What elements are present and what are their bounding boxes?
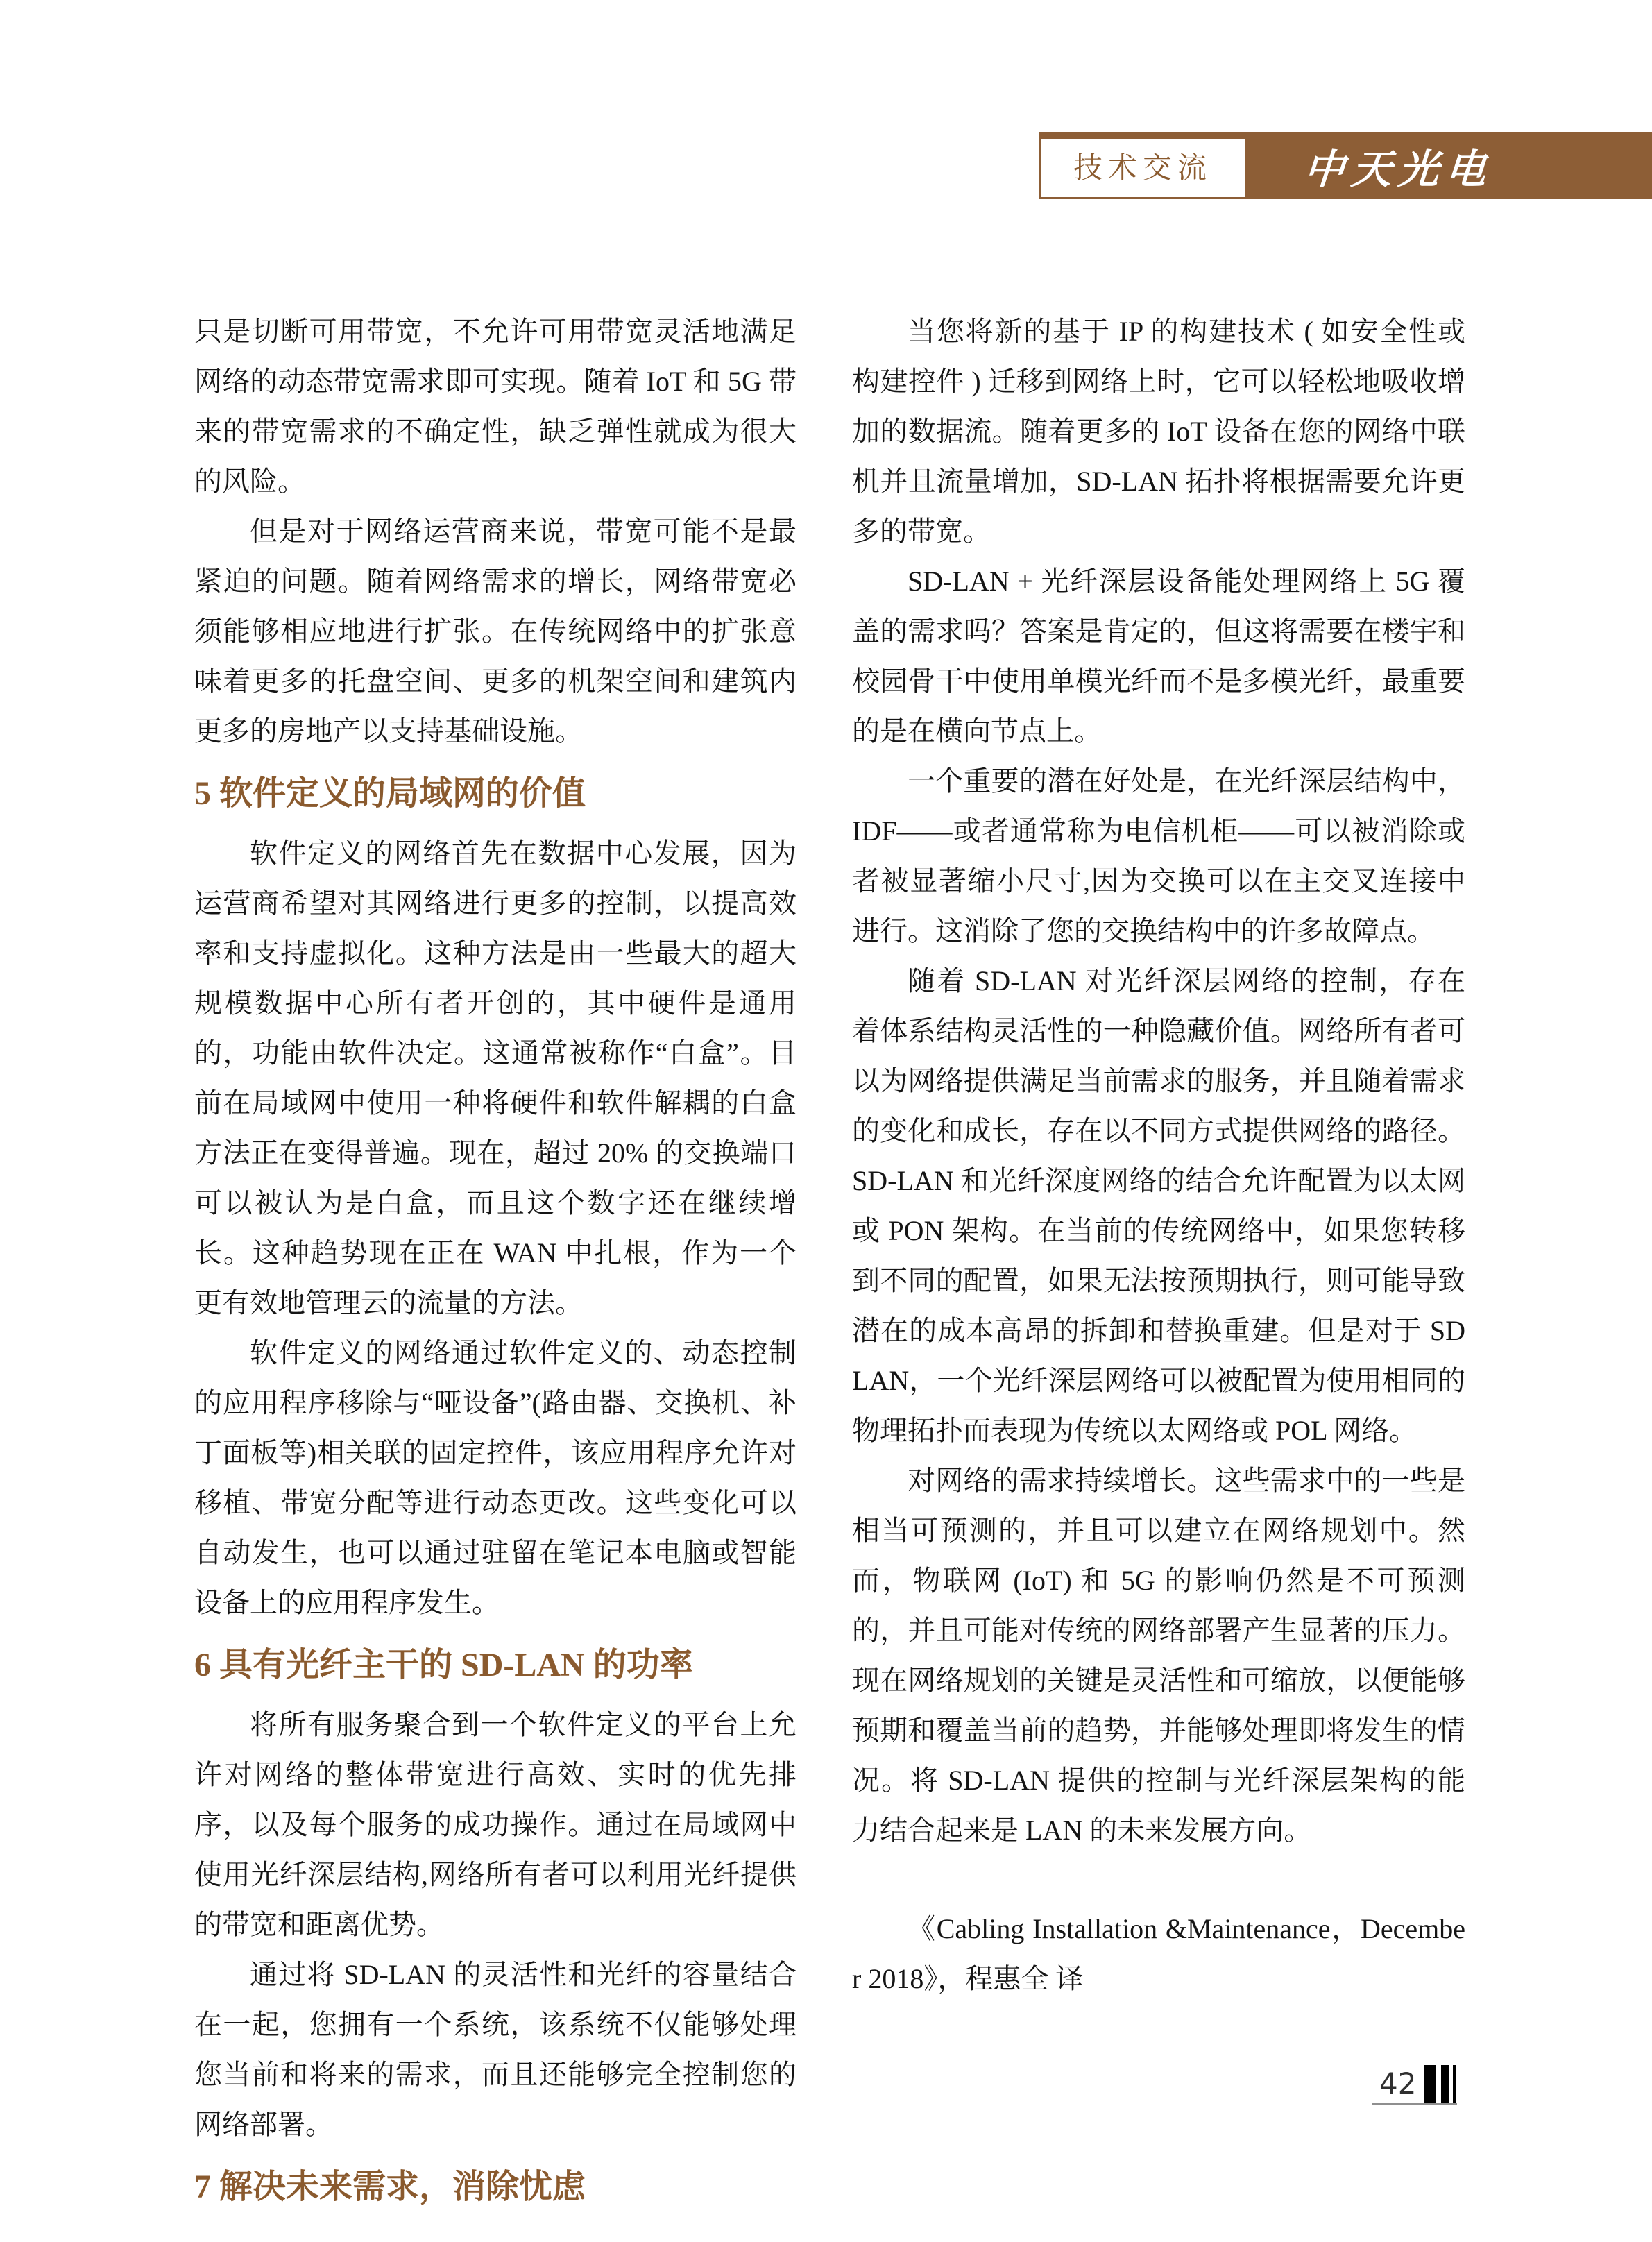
- page-number: 42: [1379, 2066, 1417, 2100]
- section-heading-5: 5 软件定义的局域网的价值: [194, 775, 586, 812]
- footer-bar-thin: [1453, 2065, 1456, 2104]
- paragraph: 随着 SD-LAN 对光纤深层网络的控制，存在着体系结构灵活性的一种隐藏价值。网络所有者可以为网络提供满足当前需求的服务，并且随着需求的变化和成长，存在以不同方式提供网络的路径。SD-LAN 和光纤深度网络的结合允许配置为以太网或 PON 架构。在当前的传统网络中，如果您转移到不同的配置，如果无法按预期执行，则可能导致潜在的成本高昂的拆卸和替换重建。但是对于 SDLAN，一个光纤深层网络可以被配置为使用相同的物理拓扑而表现为传统以太网络或 POL 网络。: [852, 965, 1465, 1446]
- section-heading-7: 7 解决未来需求，消除忧虑: [194, 2168, 586, 2205]
- footer-bar-thick: [1424, 2065, 1436, 2104]
- paragraph: 对网络的需求持续增长。这些需求中的一些是相当可预测的，并且可以建立在网络规划中。然而，物联网 (IoT) 和 5G 的影响仍然是不可预测的，并且可能对传统的网络部署产生显著的压力。现在网络规划的关键是灵活性和可缩放，以便能够预期和覆盖当前的趋势，并能够处理即将发生的情况。将 SD-LAN 提供的控制与光纤深层架构的能力结合起来是 LAN 的未来发展方向。: [852, 1465, 1465, 1846]
- right-column: [852, 307, 1465, 2004]
- footer-bar-medium: [1441, 2065, 1449, 2104]
- section-label-box: [1039, 137, 1247, 199]
- paragraph: 但是对于网络运营商来说，带宽可能不是最紧迫的问题。随着网络需求的增长，网络带宽必须能够相应地进行扩张。在传统网络中的扩张意味着更多的托盘空间、更多的机架空间和建筑内更多的房地产以支持基础设施。: [194, 516, 797, 747]
- paragraph: 通过将 SD-LAN 的灵活性和光纤的容量结合在一起，您拥有一个系统，该系统不仅能够处理您当前和将来的需求，而且还能够完全控制您的网络部署。: [194, 1959, 797, 2140]
- footer-rule: [1372, 2103, 1457, 2105]
- section-heading-6: 6 具有光纤主干的 SD-LAN 的功率: [194, 1647, 693, 1683]
- section-label: 技术交流: [1073, 152, 1212, 185]
- paragraph: SD-LAN + 光纤深层设备能处理网络上 5G 覆盖的需求吗？答案是肯定的，但这将需要在楼宇和校园骨干中使用单模光纤而不是多模光纤，最重要的是在横向节点上。: [852, 566, 1465, 747]
- paragraph: 软件定义的网络通过软件定义的、动态控制的应用程序移除与“哑设备”(路由器、交换机、补丁面板等)相关联的固定控件，该应用程序允许对移植、带宽分配等进行动态更改。这些变化可以自动发生，也可以通过驻留在笔记本电脑或智能设备上的应用程序发生。: [194, 1337, 797, 1618]
- paragraph-continuation: 只是切断可用带宽，不允许可用带宽灵活地满足网络的动态带宽需求即可实现。随着 IoT 和 5G 带来的带宽需求的不确定性，缺乏弹性就成为很大的风险。: [194, 316, 797, 497]
- paragraph: 当您将新的基于 IP 的构建技术 ( 如安全性或构建控件 ) 迁移到网络上时，它可以轻松地吸收增加的数据流。随着更多的 IoT 设备在您的网络中联机并且流量增加，SD-LAN 拓扑将根据需要允许更多的带宽。: [852, 316, 1465, 547]
- brand-logo: 中天光电: [1302, 145, 1495, 193]
- paragraph: 将所有服务聚合到一个软件定义的平台上允许对网络的整体带宽进行高效、实时的优先排序，以及每个服务的成功操作。通过在局域网中使用光纤深层结构,网络所有者可以利用光纤提供的带宽和距离优势。: [194, 1709, 797, 1940]
- left-column: [194, 307, 797, 2222]
- paragraph: 软件定义的网络首先在数据中心发展，因为运营商希望对其网络进行更多的控制，以提高效率和支持虚拟化。这种方法是由一些最大的超大规模数据中心所有者开创的，其中硬件是通用的，功能由软件决定。这通常被称作“白盒”。目前在局域网中使用一种将硬件和软件解耦的白盒方法正在变得普遍。现在，超过 20% 的交换端口可以被认为是白盒，而且这个数字还在继续增长。这种趋势现在正在 WAN 中扎根，作为一个更有效地管理云的流量的方法。: [194, 838, 797, 1318]
- source-citation: 《Cabling Installation &Maintenance，December 2018》，程惠全 译: [852, 1913, 1465, 1994]
- paragraph: 一个重要的潜在好处是，在光纤深层结构中，IDF——或者通常称为电信机柜——可以被消除或者被显著缩小尺寸,因为交换可以在主交叉连接中进行。这消除了您的交换结构中的许多故障点。: [852, 765, 1465, 946]
